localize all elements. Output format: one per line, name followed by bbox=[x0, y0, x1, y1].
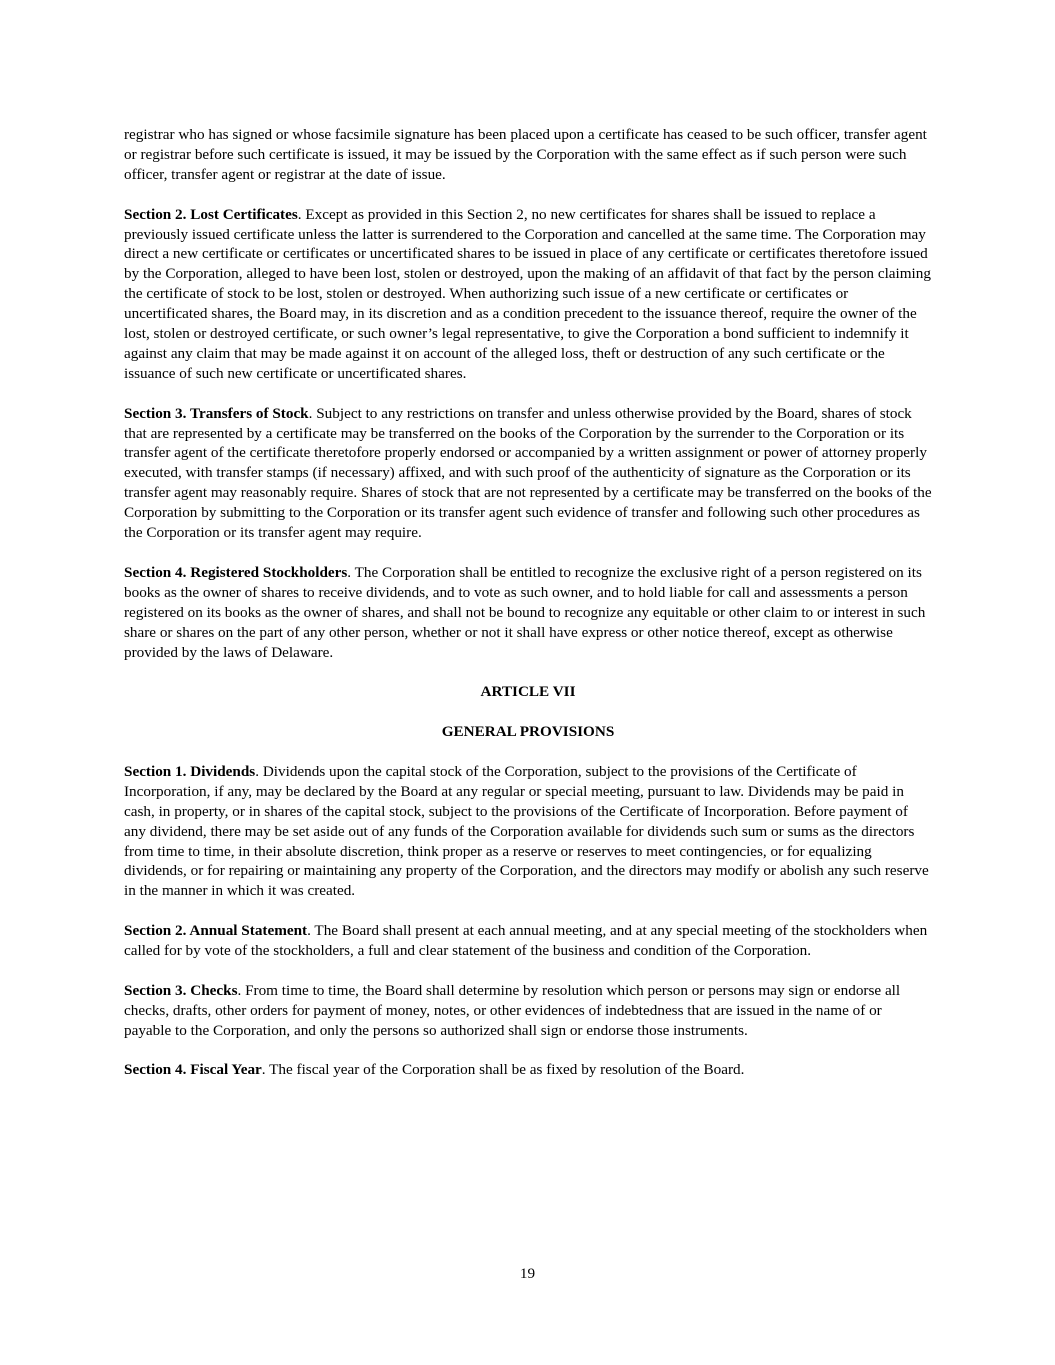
section-registered-stockholders bbox=[124, 563, 932, 663]
section-text: . The fiscal year of the Corporation shall be as fixed by resolution of the Board. bbox=[261, 1061, 745, 1079]
section-fiscal-year bbox=[124, 1060, 932, 1080]
section-text: . Dividends upon the capital stock of the Corporation, subject to the provisions of the Certificate of Incorporation, if any, may be declared by the Board at any regular or special meeting, pursuant to law. Dividends may be paid in cash, in property, or in shares of the capital stock, subject to the provisions of the Certificate of Incorporation. Before payment of any dividend, there may be set aside out of any funds of the Corporation available for dividends such sum or sums as the directors from time to time, in their absolute discretion, think proper as a reserve or reserves to meet contingencies, or for equalizing dividends, or for repairing or maintaining any property of the Corporation, and the directors may modify or abolish any such reserve in the manner in which it was created. bbox=[124, 762, 929, 900]
section-dividends bbox=[124, 762, 932, 901]
section-title: Section 1. Dividends bbox=[124, 762, 256, 780]
document-body bbox=[124, 125, 932, 1100]
section-text: . The Corporation shall be entitled to recognize the exclusive right of a person registered on its books as the owner of shares to receive dividends, and to vote as such owner, and to hold liable for call and assessments a person registered on its books as the owner of shares, and shall not be bound to recognize any equitable or other claim to or interest in such share or shares on the part of any other person, whether or not it shall have express or other notice thereof, except as otherwise provided by the laws of Delaware. bbox=[124, 563, 926, 661]
section-text: . Subject to any restrictions on transfer and unless otherwise provided by the Board, shares of stock that are represented by a certificate may be transferred on the books of the Corporation by the surrender to the Corporation or its transfer agent of the certificate theretofore properly endorsed or accompanied by a written assignment or power of attorney properly executed, with transfer stamps (if necessary) affixed, and with such proof of the authenticity of signature as the Corporation or its transfer agent may reasonably require. Shares of stock that are not represented by a certificate may be transferred on the books of the Corporation by submitting to the Corporation or its transfer agent such evidence of transfer and following such other procedures as the Corporation or its transfer agent may require. bbox=[124, 404, 932, 542]
section-transfers-of-stock bbox=[124, 404, 932, 543]
section-title: Section 3. Checks bbox=[124, 981, 238, 999]
section-checks bbox=[124, 981, 932, 1041]
section-lost-certificates bbox=[124, 205, 932, 384]
article-subheading: GENERAL PROVISIONS bbox=[441, 723, 615, 741]
page-number: 19 bbox=[519, 1265, 536, 1282]
section-title: Section 4. Registered Stockholders bbox=[124, 563, 348, 581]
section-title: Section 2. Lost Certificates bbox=[124, 205, 298, 223]
section-annual-statement bbox=[124, 921, 932, 961]
section-text: . The Board shall present at each annual meeting, and at any special meeting of the stockholders when called for by vote of the stockholders, a full and clear statement of the business and condition of the Corporation. bbox=[124, 922, 928, 960]
section-title: Section 4. Fiscal Year bbox=[124, 1061, 262, 1079]
section-text: . From time to time, the Board shall determine by resolution which person or persons may sign or endorse all checks, drafts, other orders for payment of money, notes, or other evidences of indebtedness that are issued in the name of or payable to the Corporation, and only the persons so authorized shall sign or endorse those instruments. bbox=[124, 981, 901, 1039]
intro-paragraph: registrar who has signed or whose facsimile signature has been placed upon a certificate has ceased to be such officer, transfer agent or registrar before such certificate is issued, it may be issued by the Corporation with the same effect as if such person were such officer, transfer agent or registrar at the date of issue. bbox=[124, 126, 927, 183]
article-heading: ARTICLE VII bbox=[480, 683, 576, 701]
section-title: Section 3. Transfers of Stock bbox=[124, 404, 309, 422]
section-title: Section 2. Annual Statement bbox=[124, 922, 308, 940]
section-text: . Except as provided in this Section 2, no new certificates for shares shall be issued to replace a previously issued certificate unless the latter is surrendered to the Corporation and cancelled at the same time. The Corporation may direct a new certificate or certificates or uncertificated shares to be issued in place of any certificate or certificates theretofore issued by the Corporation, alleged to have been lost, stolen or destroyed, upon the making of an affidavit of that fact by the person claiming the certificate of stock to be lost, stolen or destroyed. When authorizing such issue of a new certificate or certificates or uncertificated shares, the Board may, in its discretion and as a condition precedent to the issuance thereof, require the owner of the lost, stolen or destroyed certificate, or such owner’s legal representative, to give the Corporation a bond sufficient to indemnify it against any claim that may be made against it on account of the alleged loss, theft or destruction of any such certificate or the issuance of such new certificate or uncertificated shares. bbox=[124, 205, 931, 382]
